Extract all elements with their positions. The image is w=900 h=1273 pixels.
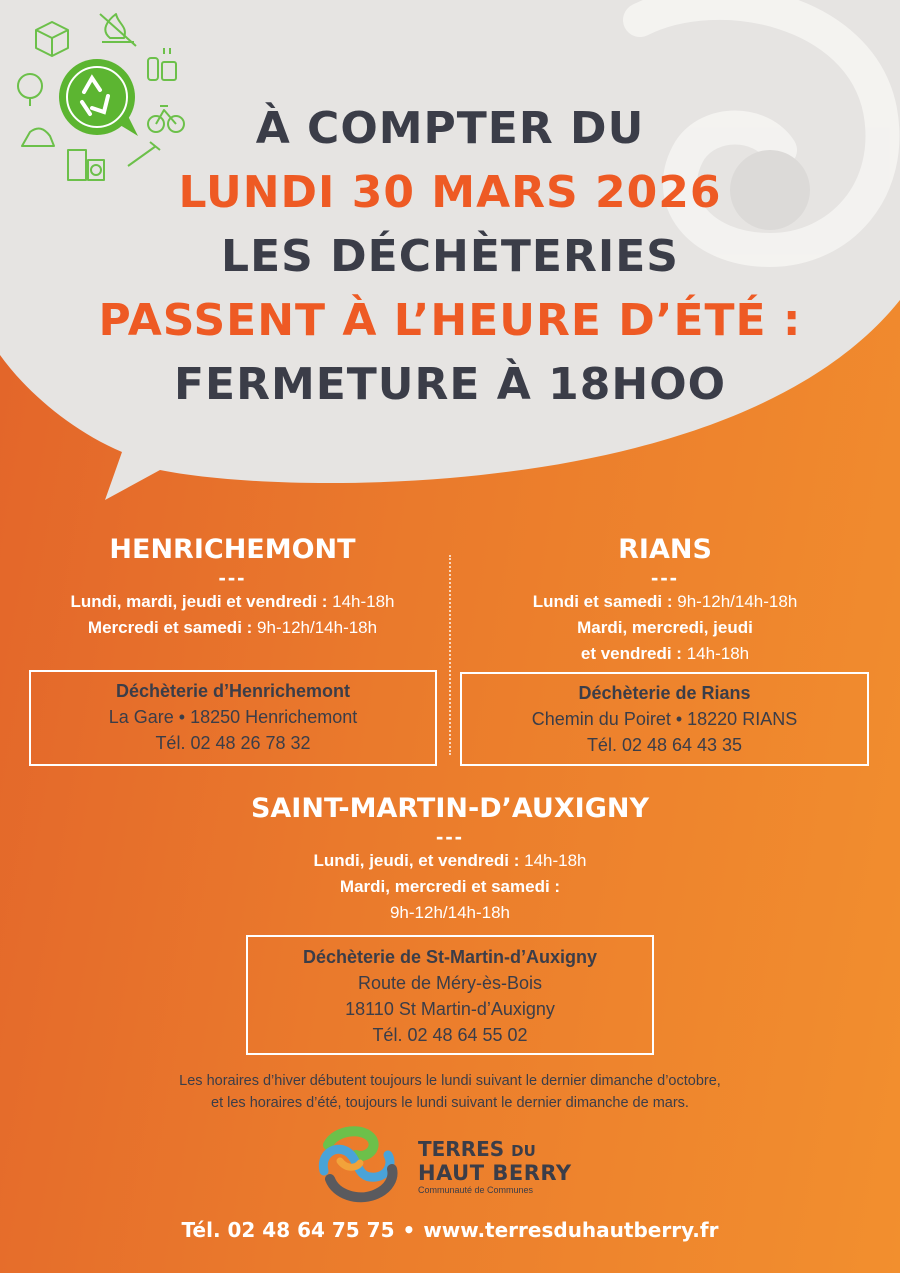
hours-line: Mardi, mercredi et samedi : bbox=[339, 877, 561, 896]
city-name: HENRICHEMONT bbox=[109, 534, 356, 565]
address-box-henrichemont bbox=[29, 670, 437, 766]
hours-line: Mardi, mercredi, jeudi bbox=[577, 618, 753, 637]
address-box-rians bbox=[460, 672, 869, 766]
site-name: Déchèterie d’Henrichemont bbox=[115, 681, 351, 701]
headline-line-3: LES DÉCHÈTERIES bbox=[221, 231, 679, 282]
headline-line-1: À COMPTER DU bbox=[255, 103, 645, 154]
headline-closing-time: FERMETURE À 18HOO bbox=[173, 359, 727, 410]
footer-separator: • bbox=[402, 1218, 416, 1242]
hours-line: et vendredi : 14h-18h bbox=[580, 644, 750, 663]
hours-line: Lundi, mardi, jeudi et vendredi : 14h-18h bbox=[70, 592, 395, 611]
site-phone[interactable]: Tél. 02 48 64 43 35 bbox=[586, 735, 743, 755]
site-rians bbox=[455, 533, 875, 667]
site-address: 18110 St Martin-d’Auxigny bbox=[345, 999, 555, 1019]
seasonal-note: Les horaires d’hiver débutent toujours le lundi suivant le dernier dimanche d’octobre, et les horaires d’été, toujours le lundi suivant le dernier dimanche de mars. bbox=[179, 1073, 721, 1111]
address-box-saint-martin bbox=[246, 935, 654, 1055]
headline-line-4: PASSENT À L’HEURE D’ÉTÉ : bbox=[98, 295, 802, 346]
site-address: La Gare • 18250 Henrichemont bbox=[108, 707, 358, 727]
logo-wordmark: TERRES DU HAUT BERRY Communauté de Communes bbox=[418, 1137, 572, 1195]
footer-website-link[interactable]: www.terresduhautberry.fr bbox=[423, 1218, 719, 1242]
hours-line: Lundi, jeudi, et vendredi : 14h-18h bbox=[313, 851, 587, 870]
site-saint-martin bbox=[150, 792, 750, 926]
site-henrichemont bbox=[20, 533, 445, 641]
hours-line: Lundi et samedi : 9h-12h/14h-18h bbox=[532, 592, 798, 611]
site-phone[interactable]: Tél. 02 48 26 78 32 bbox=[155, 733, 311, 753]
site-name: Déchèterie de Rians bbox=[578, 683, 751, 703]
hours-line: 9h-12h/14h-18h bbox=[389, 903, 511, 922]
hours-line: Mercredi et samedi : 9h-12h/14h-18h bbox=[87, 618, 378, 637]
headline-date: LUNDI 30 MARS 2026 bbox=[178, 167, 722, 218]
separator-dashes: --- bbox=[651, 565, 679, 590]
terres-du-haut-berry-logo-icon bbox=[316, 1125, 400, 1205]
footer-contact bbox=[0, 1218, 900, 1242]
city-name: RIANS bbox=[618, 534, 712, 565]
column-divider bbox=[449, 555, 451, 755]
separator-dashes: --- bbox=[218, 565, 247, 590]
site-address: Route de Méry-ès-Bois bbox=[357, 973, 543, 993]
footer-phone[interactable]: Tél. 02 48 64 75 75 bbox=[181, 1218, 395, 1242]
site-address: Chemin du Poiret • 18220 RIANS bbox=[531, 709, 798, 729]
site-name: Déchèterie de St-Martin-d’Auxigny bbox=[302, 947, 598, 967]
separator-dashes: --- bbox=[436, 824, 464, 849]
city-name: SAINT-MARTIN-D’AUXIGNY bbox=[250, 793, 650, 824]
site-phone[interactable]: Tél. 02 48 64 55 02 bbox=[372, 1025, 528, 1045]
